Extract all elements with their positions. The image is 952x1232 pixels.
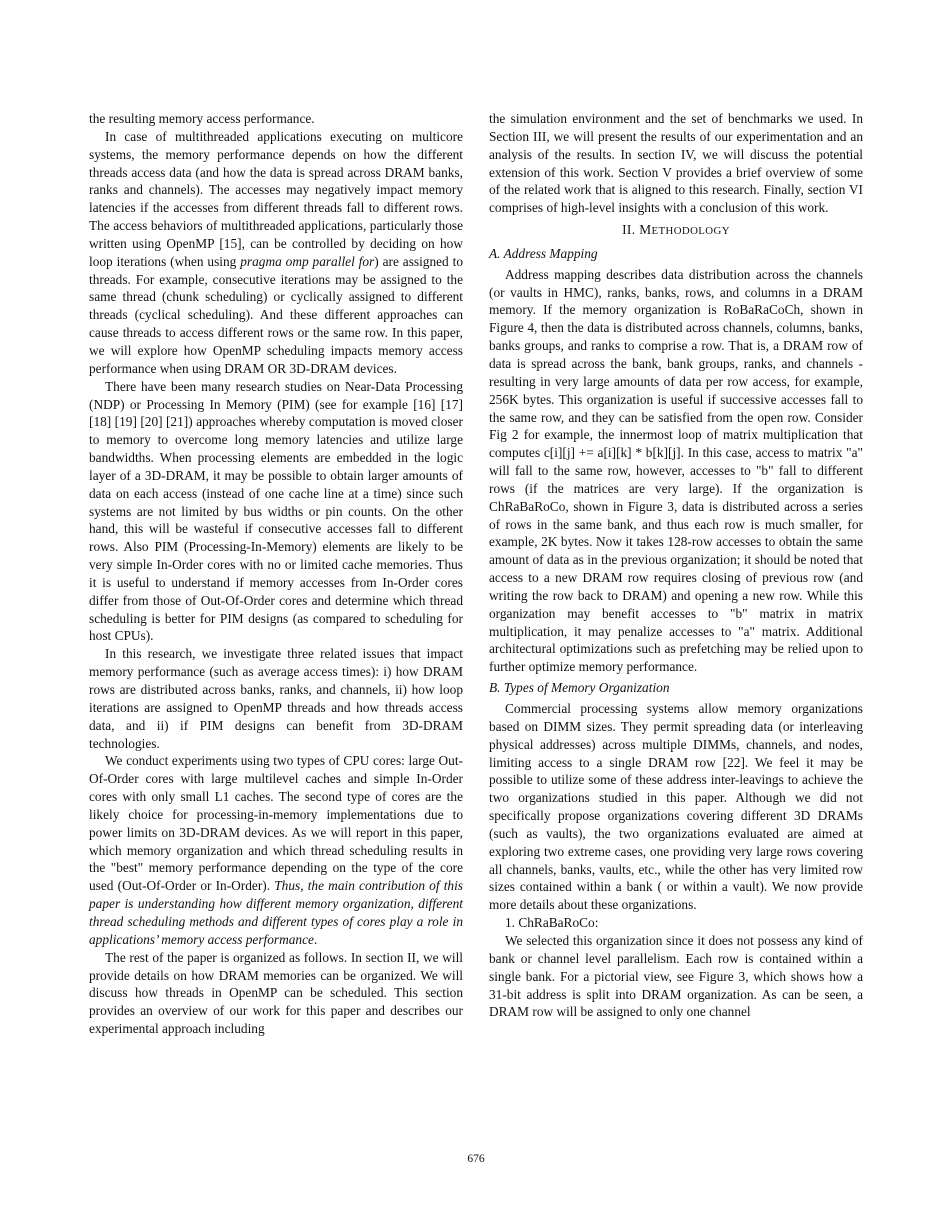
section-number: II. [622, 222, 640, 238]
contribution-emphasis: Thus, the main contribution of this paper is understanding how different memory organization, different thread scheduling methods and different types of cores play a role in applications’ memory access performance [89, 878, 463, 947]
left-column [89, 110, 463, 1038]
right-column [489, 110, 863, 1021]
subsection-heading: A. Address Mapping [489, 245, 598, 261]
paragraph-text: In case of multithreaded applications executing on multicore systems, the memory performance depends on how the different threads access data (and how the data is spread across DRAM banks, ranks and channels). The accesses may negatively impact memory latencies if the accesses from different threads fall to different rows. The access behaviors of multithreaded applications, particularly those written using OpenMP [15], can be controlled by deciding on how loop iterations (when using [89, 128, 463, 269]
paragraph: In this research, we investigate three related issues that impact memory performance (such as average access times): i) how DRAM rows are distributed across banks, ranks, and channels, ii) how loop iterations are assigned to OpenMP threads and how threads access data, and ii) if PIM designs can benefit from 3D-DRAM technologies. [89, 646, 463, 751]
paragraph-text: We conduct experiments using two types of CPU cores: large Out-Of-Order cores with large multilevel caches and simple In-Order cores with only small L1 caches. The second type of cores are the likely choice for processing-in-memory implementations due to power limits on 3D-DRAM devices. As we will report in this paper, which memory organization and which thread scheduling results in the "best" memory performance depending on the type of the core used (Out-Of-Order or In-Order). [89, 753, 463, 894]
paragraph [89, 752, 463, 948]
paragraph: The rest of the paper is organized as follows. In section II, we will provide details on how DRAM memories can be organized. We will discuss how threads in OpenMP can be scheduled. This section provides an overview of our work for this paper and describes our experimental approach including [89, 949, 463, 1037]
paragraph-text: . [313, 931, 318, 947]
paragraph: the simulation environment and the set of benchmarks we used. In Section III, we will present the results of our experimentation and an analysis of the results. In section IV, we will discuss the potential extension of this work. Section V provides a brief overview of some of the related work that is aligned to this research. Finally, section VI comprises of high-level insights with a conclusion of this work. [489, 111, 863, 216]
page-number: 676 [467, 1153, 485, 1165]
code-emphasis: pragma omp parallel for [240, 253, 375, 269]
paragraph: the resulting memory access performance. [89, 111, 315, 126]
section-title-smallcaps: ETHODOLOGY [651, 225, 730, 238]
paragraph-text: ) are assigned to threads. For example, consecutive iterations may be assigned to the same thread (chunk scheduling) or cyclically assigned to different threads (cyclical scheduling). And these different approaches can cause threads to access different rows or the same row. In this paper, we will explore how OpenMP scheduling impacts memory access performance when using DRAM OR 3D-DRAM devices. [89, 253, 464, 376]
paragraph [89, 128, 463, 378]
paragraph: We selected this organization since it does not possess any kind of bank or channel level parallelism. Each row is contained within a single bank. For a pictorial view, see Figure 3, which shows how a 31-bit address is split into DRAM organization. As can be seen, a DRAM row will be assigned to only one channel [489, 932, 863, 1020]
subsection-heading: B. Types of Memory Organization [489, 680, 670, 696]
section-initial: M [639, 222, 652, 238]
paragraph: Address mapping describes data distribution across the channels (or vaults in HMC), ranks, banks, rows, and columns in a DRAM memory. If the memory organization is RoBaRaCoCh, shown in Figure 4, then the data is distributed across channels, columns, banks, banks groups, and ranks to comprise a row. That is, a DRAM row of data is spread across the bank, bank groups, ranks, and channels - resulting in very large amounts of data per row access, for example, 256K bytes. This organization is useful if successive accesses fall to the same row, and they can be satisfied from the open row. Consider Fig 2 for example, the innermost loop of matrix multiplication that computes c[i][j] += a[i][k] * b[k][j]. In this case, access to matrix "a" will fall to the same row, however, accesses to "b" fall to different rows (if the matrices are very large). If the organization is ChRaBaRoCo, shown in Figure 3, data is distributed across a series of rows in the same bank, and thus each row is much smaller, for example, 2K bytes. Now it takes 128-row accesses to obtain the same amount of data as in the previous organization; it should be noted that access to a new DRAM row requires closing of previous row (and writing the row back to DRAM) and opening a new row. While this organization may benefit accesses to "b" matrix in matrix multiplication, it may penalize accesses to "a" matrix. Additional architectural optimizations such as prefetching may be relied upon to further optimize memory performance. [489, 266, 863, 675]
section-heading [489, 221, 863, 241]
list-item-label: 1. ChRaBaRoCo: [505, 915, 599, 931]
paragraph: Commercial processing systems allow memory organizations based on DIMM sizes. They permit spreading data (or interleaving physical addresses) across multiple DIMMs, channels, and nodes, limiting access to a single DRAM row [22]. We feel it may be possible to utilize some of these address inter-leavings to achieve the two organizations studied in this paper. Although we did not specifically propose organizations covering different 3D DRAMs (such as vaults), the two organizations evaluated are aimed at exploring two extreme cases, one providing very large rows covering all channels, banks, vaults, etc., while the other has very limited row sizes contained within a bank ( or within a vault). We now provide more details about these organizations. [489, 701, 863, 913]
paragraph: There have been many research studies on Near-Data Processing (NDP) or Processing In Memory (PIM) (see for example [16] [17] [18] [19] [20] [21]) approaches whereby computation is moved closer to memory to overcome long memory latencies and utilize large bandwidths. When processing elements are embedded in the logic layer of a 3D-DRAM, it may be possible to obtain larger amounts of data on each access (instead of one cache line at a time) since such systems are not limited by bus widths or pin counts. On the other hand, this will be wasteful if consecutive accesses fall to different rows. Also PIM (Processing-In-Memory) elements are likely to be very simple In-Order cores with no or limited cache memories. Thus it is useful to understand if memory accesses from In-Order cores differ from those of Out-Of-Order cores and determine which thread scheduling is better for PIM designs (as compared to scheduling for host CPUs). [89, 378, 463, 644]
